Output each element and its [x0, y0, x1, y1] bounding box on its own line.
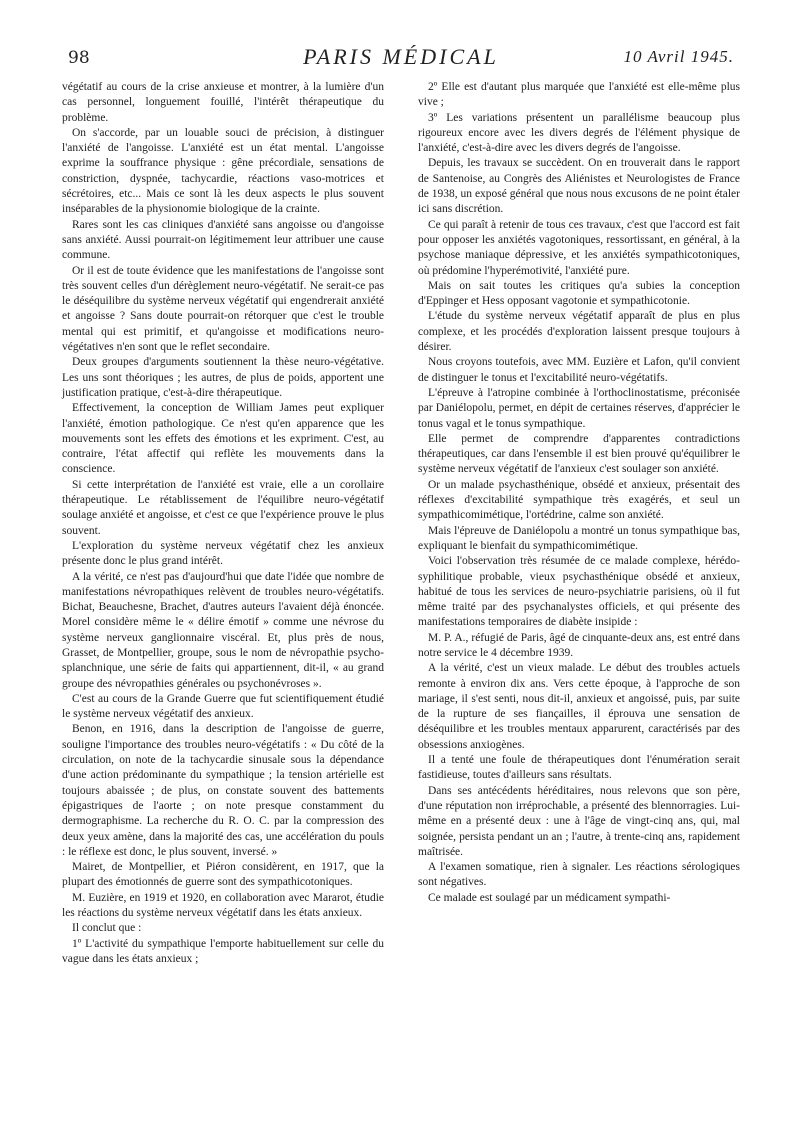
paragraph: Si cette interprétation de l'anxiété est vraie, elle a un corollaire thérapeutique. Le rétablissement de l'équilibre neuro-végétatif soulage anxiété et angoisse, et c'est ce que l'expérience prouve le plus souvent. [62, 478, 384, 537]
paragraph: On s'accorde, par un louable souci de précision, à distinguer l'anxiété de l'angoisse. L'anxiété est un état mental. L'angoisse exprime la souffrance physique : gêne précordiale, sensations de constriction, dyspnée, tachycardie, réactions vaso-motrices et sécrétoires, etc... Mais ce sont là les deux aspects le plus souvent inséparables de la physionomie biologique de la crainte. [62, 126, 384, 216]
paragraph: Nous croyons toutefois, avec MM. Euzière et Lafon, qu'il convient de distinguer le tonus et l'excitabilité neuro-végétatifs. [418, 356, 740, 384]
paragraph: Il a tenté une foule de thérapeutiques dont l'énumération serait fastidieuse, toutes d'ailleurs sans résultats. [418, 754, 740, 782]
paragraph: Rares sont les cas cliniques d'anxiété sans angoisse ou d'angoisse sans anxiété. Aussi pourrait-on légitimement leur attribuer une cause commune. [62, 218, 384, 262]
paragraph: 2º Elle est d'autant plus marquée que l'anxiété est elle-même plus vive ; [418, 81, 740, 109]
paragraph: 1º L'activité du sympathique l'emporte habituellement sur celle du vague dans les états anxieux ; [62, 937, 384, 965]
paragraph: Depuis, les travaux se succèdent. On en trouverait dans le rapport de Santenoise, au Congrès des Aliénistes et Neurologistes de France de 1938, un exposé général que nous nous excusons de ne point étaler ici sans discrétion. [418, 157, 740, 216]
paragraph: Il conclut que : [72, 922, 142, 935]
paragraph: 3º Les variations présentent un parallélisme beaucoup plus rigoureux encore avec les divers degrés de l'élément physique de l'anxiété, c'est-à-dire avec les divers degrés de l'angoisse. [418, 111, 740, 155]
paragraph: L'exploration du système nerveux végétatif chez les anxieux présente donc le plus grand intérêt. [62, 539, 384, 568]
paragraph: végétatif au cours de la crise anxieuse et montrer, à la lumière d'un cas personnel, longuement fouillé, l'intérêt thérapeutique du problème. [62, 81, 384, 124]
page-header [68, 44, 734, 78]
paragraph: Mais l'épreuve de Daniélopolu a montré un tonus sympathique bas, expliquant le bienfait du sympathicomimétique. [418, 524, 740, 552]
paragraph: Effectivement, la conception de William James peut expliquer l'anxiété, émotion pathologique. Ce n'est qu'en apparence que les mouvements sont les effets des émotions et les expriment. C'est, au contraire, l'état affectif qui reflète les mouvements dans la conscience. [62, 402, 384, 476]
paragraph: M. Euzière, en 1919 et 1920, en collaboration avec Mararot, étudie les réactions du système nerveux végétatif dans les états anxieux. [62, 891, 384, 920]
paragraph: A la vérité, c'est un vieux malade. Le début des troubles actuels remonte à environ dix ans. Vers cette époque, à l'approche de son mariage, il s'est senti, nous dit-il, anxieux et angoissé, puis, par suite de la rupture de ses fiançailles, il éprouva une sensation de déséquilibre et les troubles mentaux apparurent, caractérisés par des obsessions anxiogènes. [418, 662, 740, 751]
paragraph: Or un malade psychasthénique, obsédé et anxieux, présentait des réflexes d'excitabilité sympathique très exagérés, et seul un sympathicomimétique, l'ortédrine, calme son anxiété. [418, 478, 740, 522]
left-column [62, 80, 384, 967]
issue-date: 10 Avril 1945. [623, 47, 734, 66]
paragraph: Benon, en 1916, dans la description de l'angoisse de guerre, souligne l'importance des troubles neuro-végétatifs : « Du côté de la circulation, on note de la tachycardie sinusale sous la dépendance d'une action prédominante du sympathique ; la tension artérielle est toujours abaissée ; de plus, on constate souvent des battements épigastriques de l'aorte ; on note presque constamment du dermographisme. La recherche du R. O. C. par la compression des deux yeux amène, dans la majorité des cas, une accélération du pouls : le réflexe est donc, le plus souvent, inversé. » [62, 723, 384, 858]
paragraph: Ce qui paraît à retenir de tous ces travaux, c'est que l'accord est fait pour opposer les anxiétés vagotoniques, ressortissant, en général, à la psychose maniaque dépressive, et les anxiétés sympathicotoniques, où prédomine l'hyperémotivité, l'anxiété pure. [418, 218, 740, 277]
paragraph: L'étude du système nerveux végétatif apparaît de plus en plus complexe, et les procédés d'exploration laissent presque toujours à désirer. [418, 310, 740, 354]
right-column [418, 80, 740, 906]
paragraph: Deux groupes d'arguments soutiennent la thèse neuro-végétative. Les uns sont théoriques ; les autres, de plus de poids, apportent une justification pratique, c'est-à-dire thérapeutique. [62, 356, 384, 399]
paragraph: Elle permet de comprendre d'apparentes contradictions thérapeutiques, car dans l'ensemble il est bien prouvé qu'équilibrer le système nerveux végétatif de l'anxieux c'est soulager son anxiété. [418, 432, 740, 476]
paragraph: A l'examen somatique, rien à signaler. Les réactions sérologiques sont négatives. [418, 861, 740, 889]
paragraph: A la vérité, ce n'est pas d'aujourd'hui que date l'idée que nombre de manifestations névropathiques relèvent de troubles neuro-végétatifs. Bichat, Beauchesne, Brachet, d'autres auteurs l'avaient déjà énoncée. Morel considère même le « délire émotif » comme une névrose du système nerveux ganglionnaire viscéral. Et, plus près de nous, Grasset, de Montpellier, groupe, sous le nom de névropathie psycho-splanchnique, une série de faits qui appartiennent, dit-il, « au grand groupe des névropathies générales ou psychonévroses ». [62, 570, 384, 690]
paragraph: Ce malade est soulagé par un médicament sympathi- [428, 891, 671, 904]
paragraph: Or il est de toute évidence que les manifestations de l'angoisse sont très souvent celles d'un dérèglement neuro-végétatif. Ne serait-ce pas le déséquilibre du système nerveux végétatif qui engendrerait anxiété et angoisse ? Sans doute pourrait-on rétorquer que c'est le trouble mental qui est primitif, et qu'angoisse et modifications neuro-végétatives n'en sont que le reflet secondaire. [62, 264, 384, 354]
page-number: 98 [68, 48, 90, 68]
paragraph: Dans ses antécédents héréditaires, nous relevons que son père, d'une réputation non irréprochable, a présenté des blennorragies. Lui-même en a présenté deux : une à l'âge de vingt-cinq ans, qui, mal soignée, persista pendant un an ; l'autre, à trente-cinq ans, rapidement maîtrisée. [418, 784, 740, 858]
paragraph: C'est au cours de la Grande Guerre que fut scientifiquement étudié le système nerveux végétatif des anxieux. [62, 692, 384, 721]
paragraph: Mairet, de Montpellier, et Piéron considèrent, en 1917, que la plupart des émotionnés de guerre sont des sympathicotoniques. [62, 861, 384, 889]
paragraph: M. P. A., réfugié de Paris, âgé de cinquante-deux ans, est entré dans notre service le 4 décembre 1939. [418, 631, 740, 659]
paragraph: Voici l'observation très résumée de ce malade complexe, hérédo-syphilitique probable, vieux psychasthénique obsédé et anxieux, habitué de tous les services de neuro-psychiatrie parisiens, où il fut même traité par des psychanalystes officiels, et qui présente des manifestations temporaires de diabète insipide : [418, 555, 740, 629]
paragraph: Mais on sait toutes les critiques qu'a subies la conception d'Eppinger et Hess opposant vagotonie et sympathicotonie. [418, 279, 740, 308]
paragraph: L'épreuve à l'atropine combinée à l'orthoclinostatisme, préconisée par Daniélopolu, permet, en dépit de certaines réserves, d'apprécier le tonus vagal et le tonus sympathique. [418, 386, 740, 430]
journal-title: PARIS MÉDICAL [303, 44, 499, 69]
